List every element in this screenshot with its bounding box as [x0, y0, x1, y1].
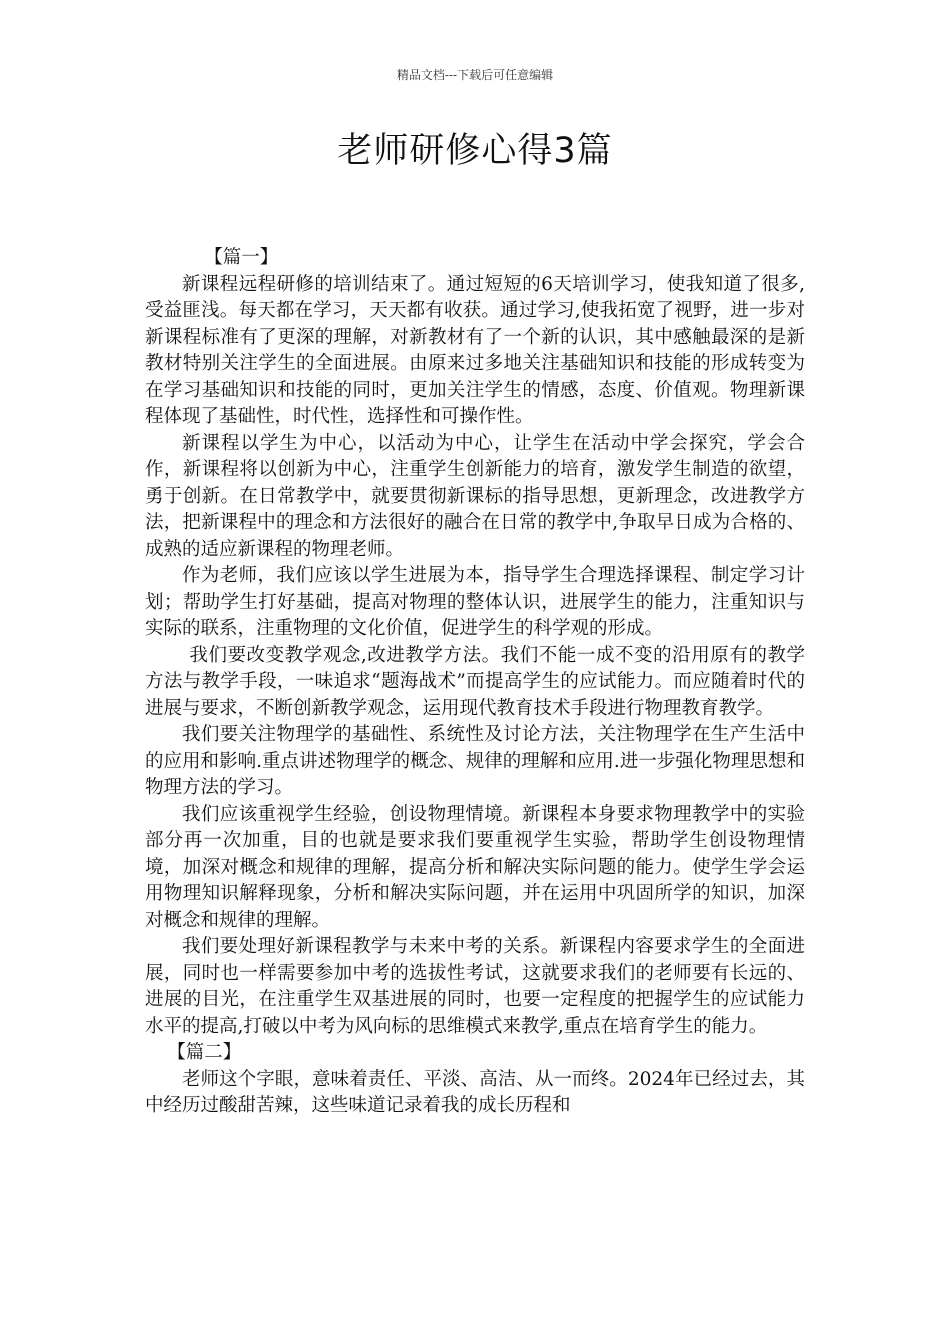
paragraph: 我们要改变教学观念,改进教学方法。我们不能一成不变的沿用原有的教学方法与教学手段，一味追求“题海战术”而提高学生的应试能力。而应随着时代的进展与要求，不断创新教学观念，运用现代教育技术手段进行物理教育教学。	[145, 644, 805, 719]
section-heading: 【篇一】	[204, 247, 279, 268]
paragraph: 新课程以学生为中心，以活动为中心，让学生在活动中学会探究，学会合作，新课程将以创新为中心，注重学生创新能力的培育，激发学生制造的欲望，勇于创新。在日常教学中，就要贯彻新课标的指导思想，更新理念，改进教学方法，把新课程中的理念和方法很好的融合在日常的教学中,争取早日成为合格的、成熟的适应新课程的物理老师。	[145, 432, 805, 560]
paragraph: 老师这个字眼，意味着责任、平淡、高洁、从一而终。2024年已经过去，其中经历过酸甜苦辣，这些味道记录着我的成长历程和	[145, 1068, 805, 1116]
document-title: 老师研修心得3篇	[337, 131, 613, 171]
document-body	[145, 245, 805, 1120]
paragraph: 我们应该重视学生经验，创设物理情境。新课程本身要求物理教学中的实验部分再一次加重，目的也就是要求我们要重视学生实验，帮助学生创设物理情境，加深对概念和规律的理解，提高分析和解决实际问题的能力。使学生学会运用物理知识解释现象，分析和解决实际问题，并在运用中巩固所学的知识，加深对概念和规律的理解。	[145, 803, 805, 931]
header-note: 精品文档---下载后可任意编辑	[396, 68, 554, 82]
paragraph: 我们要处理好新课程教学与未来中考的关系。新课程内容要求学生的全面进展，同时也一样需要参加中考的选拔性考试，这就要求我们的老师要有长远的、进展的目光，在注重学生双基进展的同时，也要一定程度的把握学生的应试能力水平的提高,打破以中考为风向标的思维模式来教学,重点在培育学生的能力。	[145, 936, 805, 1037]
section-heading: 【篇二】	[167, 1042, 242, 1063]
paragraph: 新课程远程研修的培训结束了。通过短短的6天培训学习，使我知道了很多,受益匪浅。每天都在学习，天天都有收获。通过学习,使我拓宽了视野，进一步对新课程标准有了更深的理解，对新教材有了一个新的认识，其中感触最深的是新教材特别关注学生的全面进展。由原来过多地关注基础知识和技能的形成转变为在学习基础知识和技能的同时，更加关注学生的情感，态度、价值观。物理新课程体现了基础性，时代性，选择性和可操作性。	[145, 273, 805, 427]
paragraph: 我们要关注物理学的基础性、系统性及讨论方法，关注物理学在生产生活中的应用和影响.重点讲述物理学的概念、规律的理解和应用.进一步强化物理思想和物理方法的学习。	[145, 724, 805, 798]
paragraph: 作为老师，我们应该以学生进展为本，指导学生合理选择课程、制定学习计划；帮助学生打好基础，提高对物理的整体认识，进展学生的能力，注重知识与实际的联系，注重物理的文化价值，促进学生的科学观的形成。	[145, 565, 805, 639]
